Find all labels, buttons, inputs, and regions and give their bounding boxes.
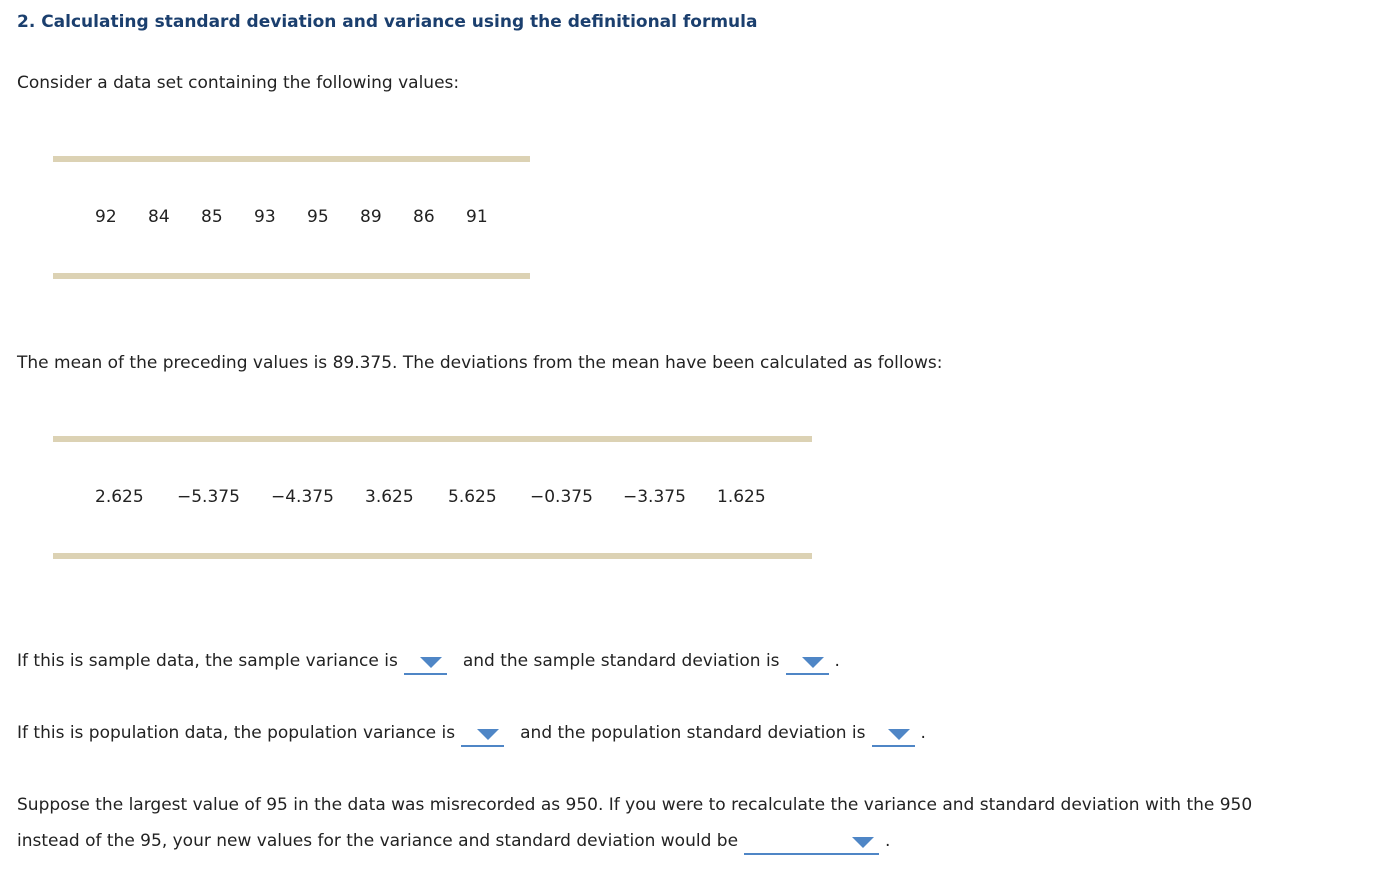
page-title: 2. Calculating standard deviation and variance using the definitional formula xyxy=(17,12,758,32)
data-value: 86 xyxy=(413,207,435,227)
data-value: 84 xyxy=(148,207,170,227)
deviation-value: −4.375 xyxy=(271,487,334,507)
population-question xyxy=(17,723,926,747)
deviation-value: 1.625 xyxy=(717,487,766,507)
deviation-value: 5.625 xyxy=(448,487,497,507)
deviation-value: 3.625 xyxy=(365,487,414,507)
misrecord-question xyxy=(17,831,890,855)
deviations-row xyxy=(95,487,766,507)
data-value: 91 xyxy=(466,207,488,227)
sample-sd-dropdown[interactable] xyxy=(786,651,829,675)
sample-middle-text: and the sample standard deviation is xyxy=(462,651,780,671)
misrecord-text-line1: Suppose the largest value of 95 in the data was misrecorded as 950. If you were to recalculate the variance and standard deviation with the 950 xyxy=(17,795,1253,815)
deviations-table xyxy=(53,436,812,560)
misrecord-suffix-text: . xyxy=(885,831,891,851)
misrecord-dropdown[interactable] xyxy=(744,831,879,855)
mean-text: The mean of the preceding values is 89.375. The deviations from the mean have been calculated as follows: xyxy=(17,353,943,373)
sample-suffix-text: . xyxy=(834,651,840,671)
data-values-row xyxy=(95,207,488,227)
table-top-rule xyxy=(53,156,530,162)
table-top-rule xyxy=(53,436,812,442)
chevron-down-icon xyxy=(888,729,910,740)
chevron-down-icon xyxy=(852,837,874,848)
population-prefix-text: If this is population data, the population variance is xyxy=(17,723,456,743)
sample-prefix-text: If this is sample data, the sample variance is xyxy=(17,651,398,671)
data-value: 95 xyxy=(307,207,329,227)
chevron-down-icon xyxy=(802,657,824,668)
data-value: 92 xyxy=(95,207,117,227)
population-suffix-text: . xyxy=(920,723,926,743)
data-values-table xyxy=(53,156,530,280)
population-sd-dropdown[interactable] xyxy=(872,723,915,747)
population-middle-text: and the population standard deviation is xyxy=(520,723,866,743)
chevron-down-icon xyxy=(477,729,499,740)
sample-question xyxy=(17,651,840,675)
intro-text: Consider a data set containing the following values: xyxy=(17,73,460,93)
data-value: 85 xyxy=(201,207,223,227)
deviation-value: 2.625 xyxy=(95,487,144,507)
chevron-down-icon xyxy=(420,657,442,668)
misrecord-text-line2: instead of the 95, your new values for the variance and standard deviation would be xyxy=(17,831,739,851)
deviation-value: −0.375 xyxy=(530,487,593,507)
table-bottom-rule xyxy=(53,553,812,559)
population-variance-dropdown[interactable] xyxy=(461,723,504,747)
sample-variance-dropdown[interactable] xyxy=(404,651,447,675)
deviation-value: −5.375 xyxy=(177,487,240,507)
data-value: 89 xyxy=(360,207,382,227)
data-value: 93 xyxy=(254,207,276,227)
table-bottom-rule xyxy=(53,273,530,279)
deviation-value: −3.375 xyxy=(623,487,686,507)
